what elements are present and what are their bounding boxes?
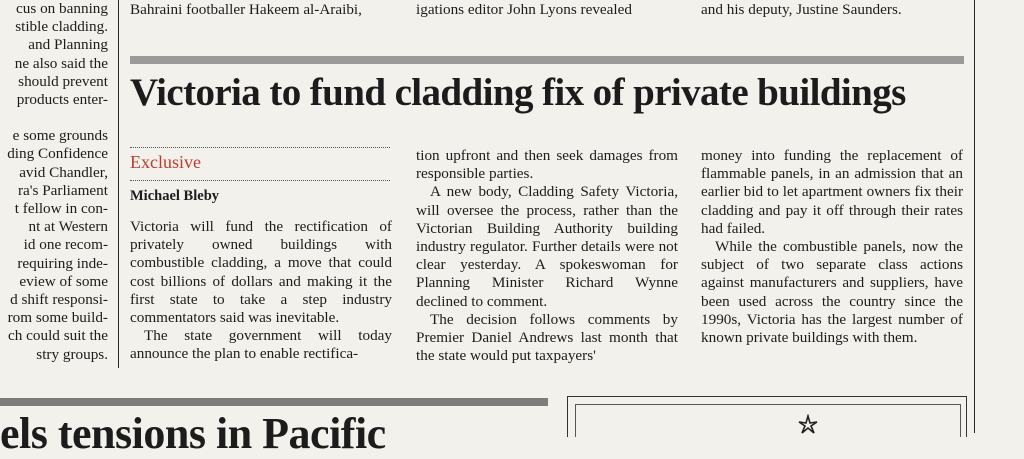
kicker-rule-bottom xyxy=(130,180,390,181)
prev-article-snippet-3: and his deputy, Justine Saunders. xyxy=(701,1,902,18)
section-rule-top xyxy=(130,56,964,64)
spark-icon xyxy=(796,414,820,440)
left-article-column: cus on banning stible cladding. and Planning ne also said the should prevent products enter- e some grounds ding Confidence avid Chandler, ra's Parliament t fellow in con- nt at Western id one recom- requiring inde- eview of some d shift responsi- rom some build- ch could suit the stry groups. xyxy=(7,0,108,363)
article-column-3: money into funding the replacement of flammable panels, in an admission that an earlier bid to let apartment owners fix their cladding and pay it off through their rates had failed. While the combustible panels, now the subject of two separate class actions against manufacturers and suppliers, have been used across the country since the 1990s, Victoria has the largest number of known private buildings with them. xyxy=(701,147,963,347)
section-rule-bottom xyxy=(0,398,548,406)
article-headline: Victoria to fund cladding fix of private buildings xyxy=(130,71,906,114)
article-kicker: Exclusive xyxy=(130,152,201,172)
article-column-2: tion upfront and then seek damages from responsible parties. A new body, Cladding Safety Victoria, will oversee the process, rather than the Victorian Building Authority building industry regulator. Further details were not clear yesterday. A spokeswoman for Planning Minister Richard Wynne declined to comment. The decision follows comments by Premier Daniel Andrews last month that the state would put taxpayers' xyxy=(416,147,678,365)
prev-article-snippet-2: igations editor John Lyons revealed xyxy=(416,1,632,18)
article-column-1: Victoria will fund the rectification of privately owned buildings with combustible cladding, a move that could cost billions of dollars and making it the first state to take a step industry commentators said was inevitable. The state government will today announce the plan to enable rectifica- xyxy=(130,218,392,363)
column-divider-left xyxy=(118,0,119,368)
column-divider-right xyxy=(974,0,975,433)
article-byline: Michael Bleby xyxy=(130,188,220,204)
prev-article-snippet-1: Bahraini footballer Hakeem al-Araibi, xyxy=(130,1,362,18)
boxed-panel-inner xyxy=(575,404,961,437)
next-article-headline: els tensions in Pacific xyxy=(0,409,386,458)
kicker-rule-top xyxy=(130,147,390,148)
